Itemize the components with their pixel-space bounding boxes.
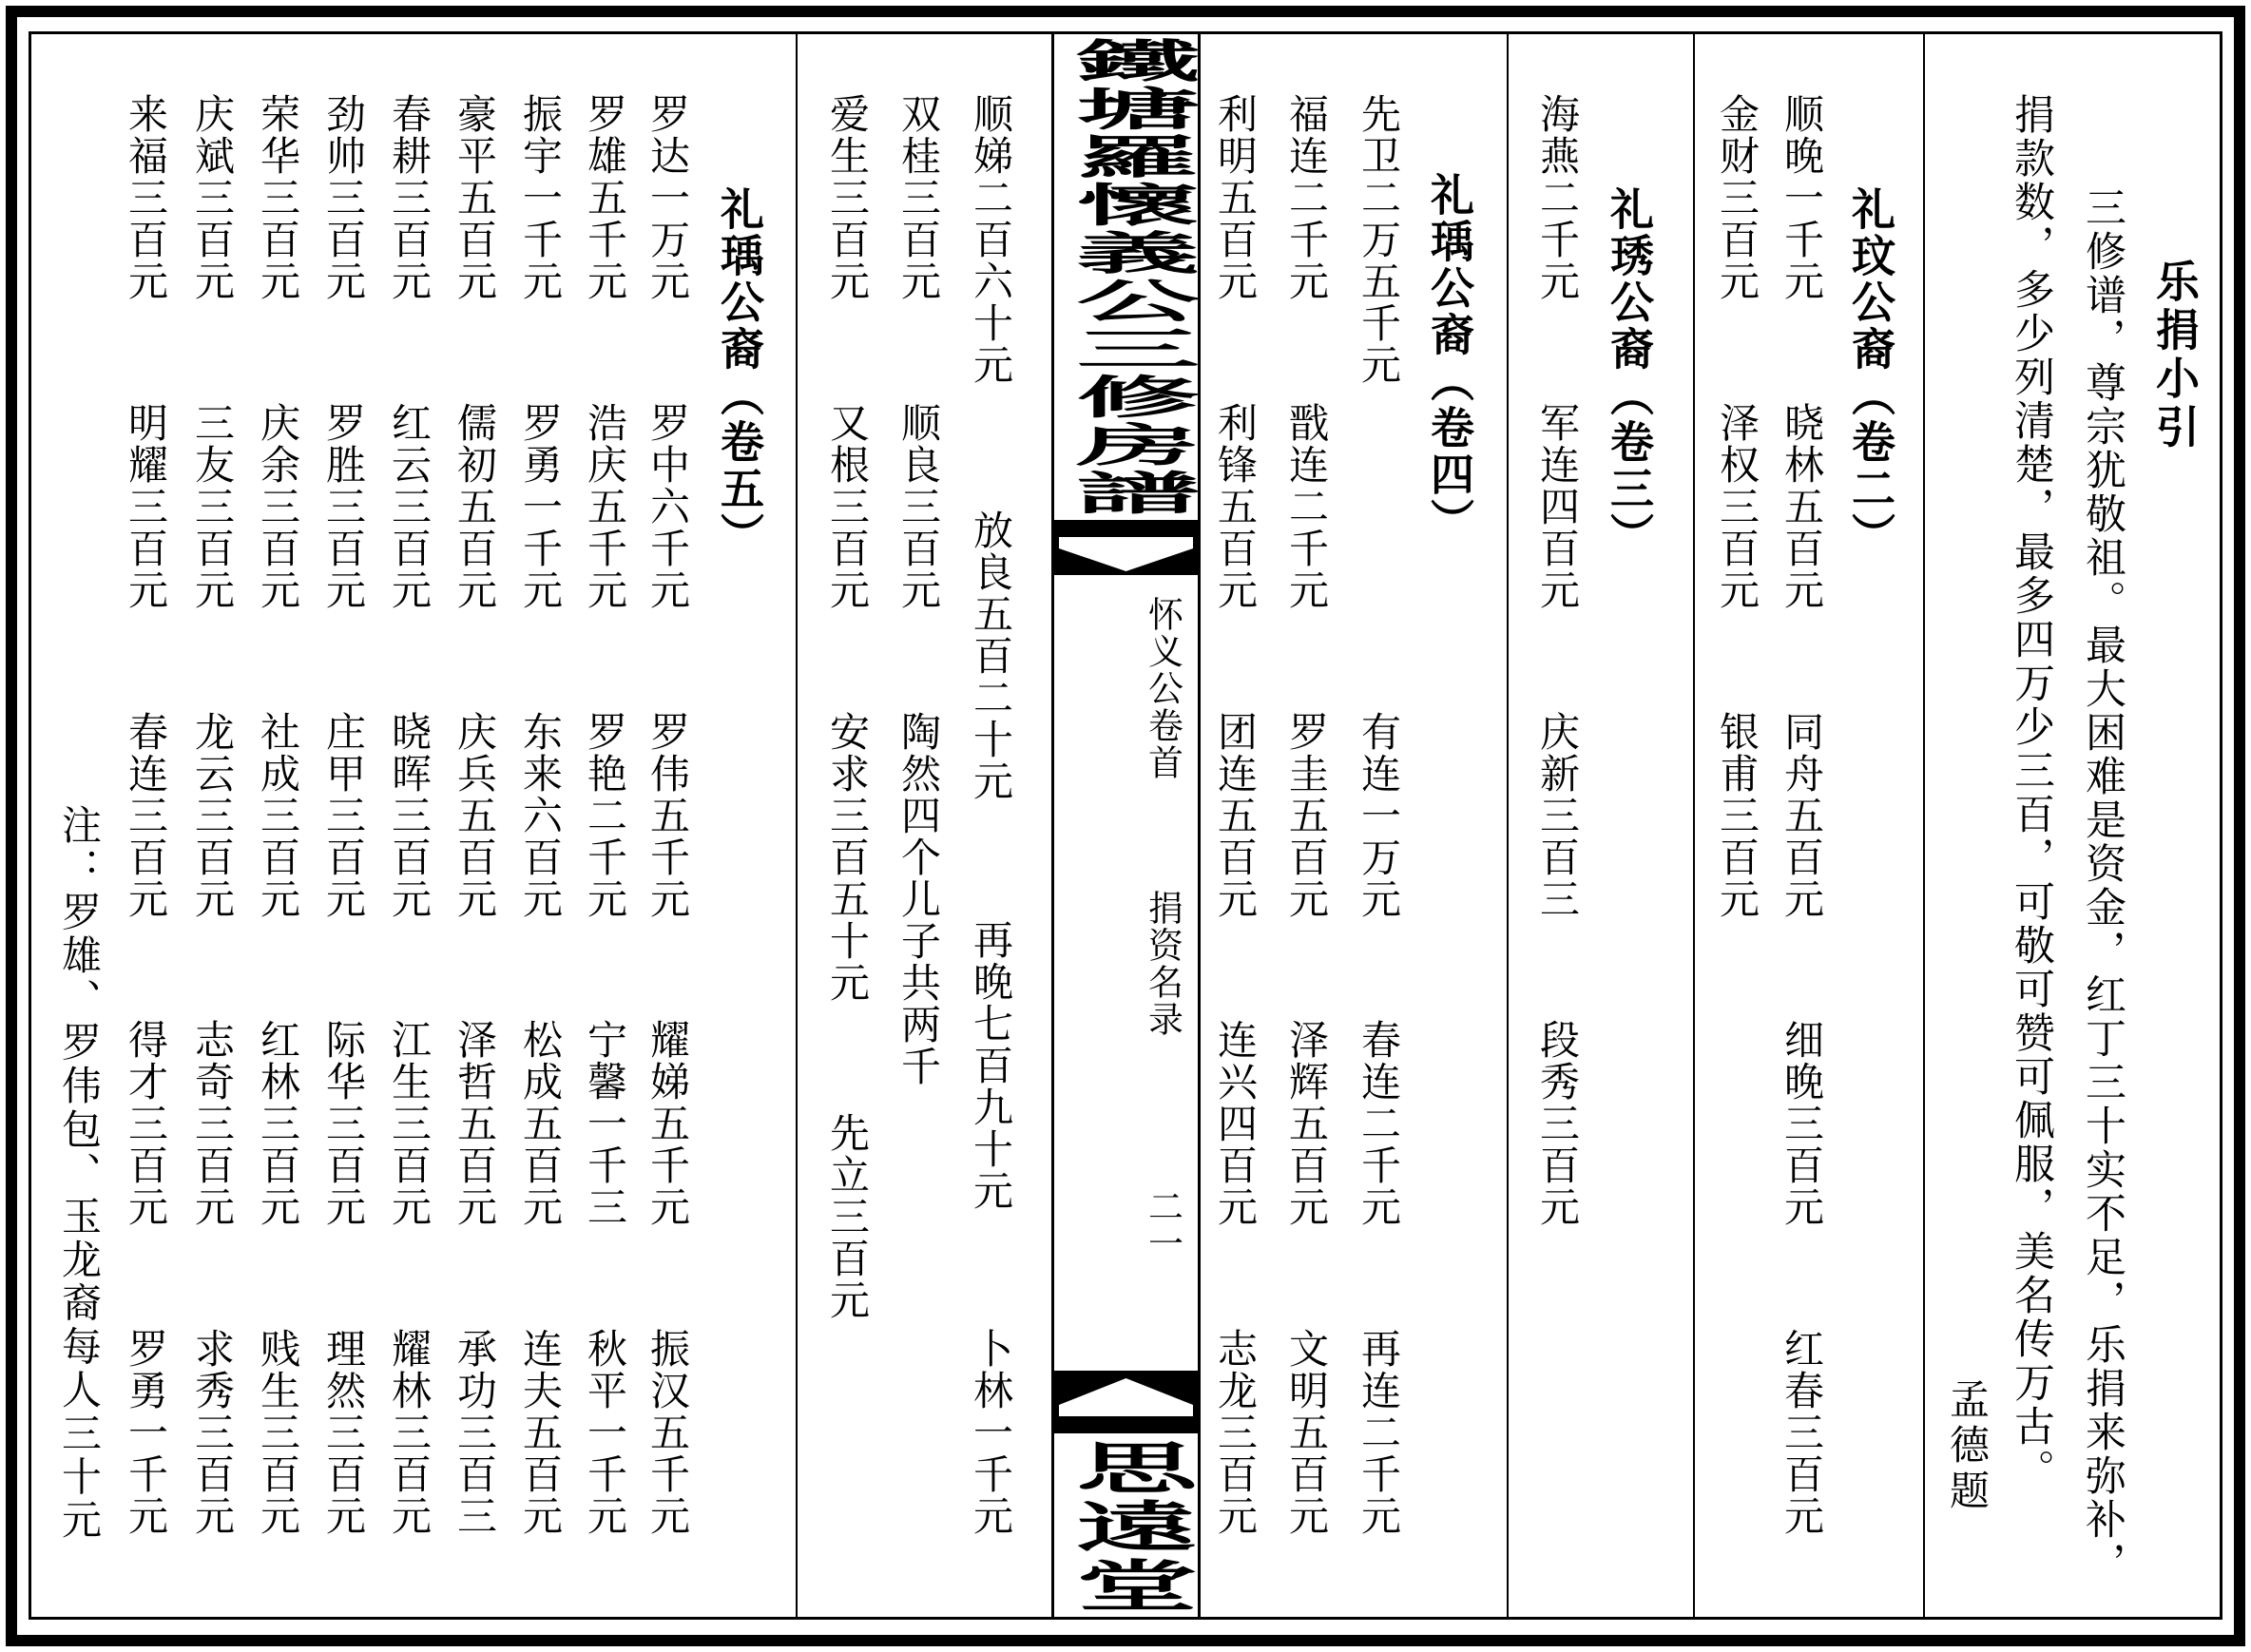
donor-entry: 春连三百元 [123,711,169,920]
donor-entry: 福连二千元 [1283,93,1330,302]
book-spine [1051,31,1201,1620]
donor-entry: 承功三百三 [452,1328,498,1537]
donor-entry: 细晚三百元 [1779,1019,1825,1228]
donor-entry: 罗雄五千元 [582,93,628,302]
donor-entry: 安求三百五十元 [824,711,871,1004]
donor-entry: 金财三百元 [1714,93,1760,302]
column-divider [1923,31,1925,1620]
donor-entry: 利锋五百元 [1212,402,1259,611]
section-header: 礼琇公裔（卷三） [1604,186,1655,559]
donor-entry: 再晚七百九十元 [968,919,1014,1212]
donor-entry: 泽哲五百元 [452,1019,498,1228]
donor-entry: 陶然四个儿子共两千 [895,711,942,1087]
donor-entry: 双桂三百元 [895,93,942,302]
donor-entry: 爱生三百元 [824,93,871,302]
donor-entry: 庆新三百三 [1534,711,1581,920]
donor-entry: 春耕三百元 [386,93,433,302]
donor-entry: 宁馨一千三 [582,1019,628,1228]
donor-entry: 浩庆五千元 [582,402,628,611]
donor-entry: 罗勇一千元 [517,402,564,611]
section-header: 礼玟公裔（卷二） [1845,186,1896,559]
donor-entry: 先卫二万五千元 [1356,93,1402,386]
section-header: 礼瑀公裔（卷五） [714,186,765,559]
hall-name: 思遠堂 [1054,1439,1198,1616]
donor-entry: 得才三百元 [123,1019,169,1228]
donor-entry: 春连二千元 [1356,1019,1402,1228]
donor-entry: 荣华三百元 [255,93,301,302]
donor-entry: 放良五百二十元 [968,509,1014,802]
column-divider [1693,31,1695,1620]
preface-title: 乐捐小引 [2149,259,2201,452]
donor-entry: 泽权三百元 [1714,402,1760,611]
donor-entry: 利明五百元 [1212,93,1259,302]
donor-entry: 又根三百元 [824,402,871,611]
donor-entry: 明耀三百元 [123,402,169,611]
donor-entry: 海燕二千元 [1534,93,1581,302]
donor-entry: 劲帅三百元 [320,93,367,302]
donor-entry: 庄甲三百元 [320,711,367,920]
donor-entry: 际华三百元 [320,1019,367,1228]
donor-entry: 振汉五千元 [645,1328,691,1537]
donor-entry: 罗中六千元 [645,402,691,611]
book-title: 鐵塘羅懷義公三修房譜 [1053,37,1199,517]
donor-entry: 志龙三百元 [1212,1328,1259,1537]
section-header: 礼瑀公裔（卷四） [1424,172,1475,545]
donor-entry: 东来六百元 [517,711,564,920]
donor-entry: 先立三百元 [824,1112,871,1321]
column-divider [1507,31,1509,1620]
donor-entry: 理然三百元 [320,1328,367,1537]
donor-entry: 耀林三百元 [386,1328,433,1537]
donor-entry: 豪平五百元 [452,93,498,302]
donor-entry: 顺娣二百六十元 [968,93,1014,386]
donor-entry: 卜林一千元 [968,1328,1014,1537]
donor-entry: 志奇三百元 [189,1019,236,1228]
preface-author: 孟德题 [1944,1378,1991,1515]
donor-entry: 罗胜三百元 [320,402,367,611]
page-number: 二一 [1142,1188,1183,1262]
donor-entry: 泽辉五百元 [1283,1019,1330,1228]
preface-line: 三修谱，尊宗犹敬祖。最大困难是资金，红丁三十实不足，乐捐来弥补， [2079,186,2126,1585]
donor-entry: 文明五百元 [1283,1328,1330,1537]
preface-line: 捐款数，多少列清楚，最多四万少三百，可敬可赞可佩服，美名传万古。 [2008,93,2055,1492]
donor-entry: 晓林五百元 [1779,402,1825,611]
donor-entry: 罗圭五百元 [1283,711,1330,920]
donor-entry: 贱生三百元 [255,1328,301,1537]
donor-entry: 江生三百元 [386,1019,433,1228]
donor-entry: 秋平一千元 [582,1328,628,1537]
chapter-label: 捐资名录 [1142,890,1183,1038]
donor-entry: 罗伟五千元 [645,711,691,920]
donor-entry: 罗达一万元 [645,93,691,302]
donor-entry: 顺良三百元 [895,402,942,611]
volume-label: 怀义公卷首 [1142,596,1183,781]
column-divider [796,31,798,1620]
donor-entry: 社成三百元 [255,711,301,920]
donor-entry: 戬连二千元 [1283,402,1330,611]
donor-entry: 再连二千元 [1356,1328,1402,1537]
donor-entry: 罗艳二千元 [582,711,628,920]
donor-entry: 连兴四百元 [1212,1019,1259,1228]
lower-fishtail [1054,1371,1198,1433]
donor-entry: 振宇一千元 [517,93,564,302]
donor-entry: 庆余三百元 [255,402,301,611]
donor-entry: 罗勇一千元 [123,1328,169,1537]
donor-entry: 团连五百元 [1212,711,1259,920]
upper-fishtail [1054,520,1198,575]
donor-entry: 同舟五百元 [1779,711,1825,920]
donor-entry: 庆兵五百元 [452,711,498,920]
donor-entry: 段秀三百元 [1534,1019,1581,1228]
donor-entry: 红春三百元 [1779,1328,1825,1537]
donor-entry: 庆斌三百元 [189,93,236,302]
donor-entry: 连夫五百元 [517,1328,564,1537]
donor-entry: 银甫三百元 [1714,711,1760,920]
donor-entry: 有连一万元 [1356,711,1402,920]
donor-entry: 来福三百元 [123,93,169,302]
donor-entry: 松成五百元 [517,1019,564,1228]
donor-entry: 红林三百元 [255,1019,301,1228]
donor-entry: 龙云三百元 [189,711,236,920]
donor-entry: 顺晚一千元 [1779,93,1825,302]
donation-note: 注：罗雄、罗伟包、玉龙裔每人三十元 [56,804,103,1543]
donor-entry: 三友三百元 [189,402,236,611]
donor-entry: 军连四百元 [1534,402,1581,611]
donor-entry: 晓晖三百元 [386,711,433,920]
donor-entry: 红云三百元 [386,402,433,611]
donor-entry: 求秀三百元 [189,1328,236,1537]
donor-entry: 儒初五百元 [452,402,498,611]
donor-entry: 耀娣五千元 [645,1019,691,1228]
